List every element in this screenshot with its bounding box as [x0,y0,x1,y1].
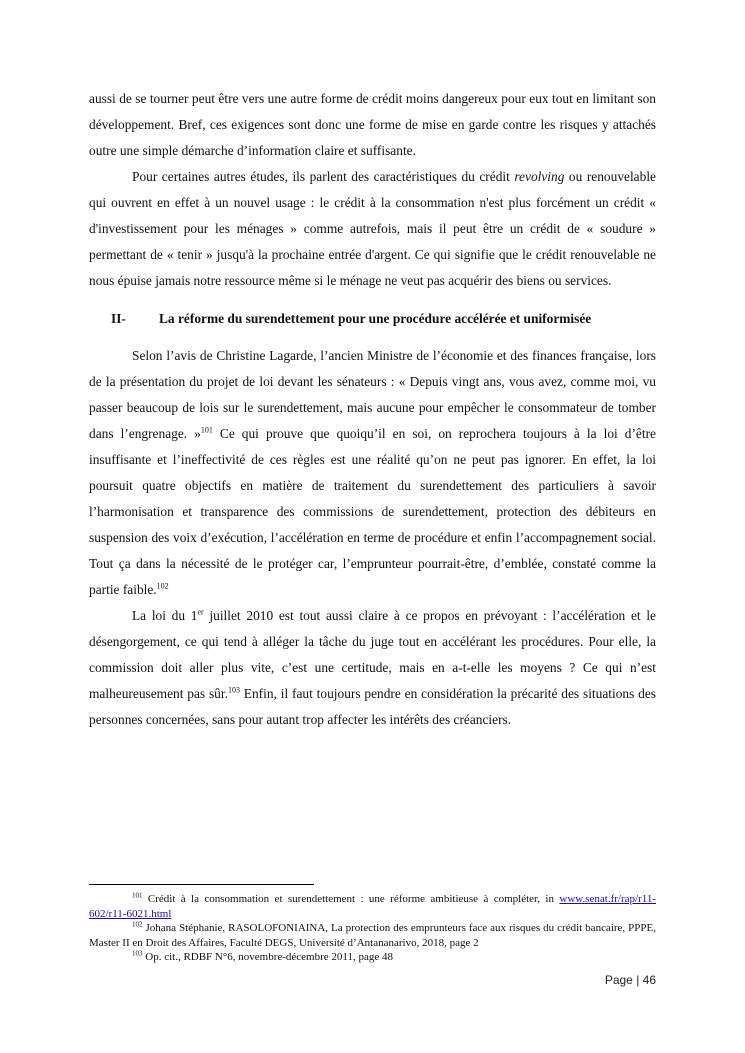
section-number: II- [111,311,126,326]
paragraph-3-text-a: Selon l’avis de Christine Lagarde, l’ancien Ministre de l’économie et des finances française, lors de la présentation du projet de loi devant les sénateurs : « Depuis vingt ans, vous avez, comme moi, vu passer beaucoup de lois sur le surendettement, mais aucune pour empêcher le consommateur de tomber dans l’engrenage. » [89,348,656,441]
footnote-ref-101[interactable]: 101 [200,425,213,435]
section-heading [89,309,656,329]
paragraph-1-text: aussi de se tourner peut être vers une autre forme de crédit moins dangereux pour eux tout en limitant son développement. Bref, ces exigences sont donc une forme de mise en garde contre les risques y attachés outre une simple démarche d’information claire et suffisante. [89,91,656,158]
footnote-103 [89,950,656,965]
body-text [89,86,656,733]
paragraph-1 [89,86,656,164]
paragraph-2-text-a: Pour certaines autres études, ils parlent des caractéristiques du crédit [132,169,515,184]
footnote-number-101: 101 [132,891,143,900]
footnote-separator [89,884,314,885]
ordinal-superscript: er [197,607,204,617]
footnote-number-102: 102 [132,920,143,929]
footnote-103-text: Op. cit., RDBF N°6, novembre-décembre 2011, page 48 [142,951,394,964]
footnote-102 [89,921,656,950]
footnotes [89,892,656,965]
emphasis-revolving: revolving [514,169,565,184]
paragraph-4 [89,603,656,733]
section-title: La réforme du surendettement pour une procédure accélérée et uniformisée [159,311,592,326]
footnote-ref-103[interactable]: 103 [227,685,240,695]
footnote-102-text: Johana Stéphanie, RASOLOFONIAINA, La protection des emprunteurs face aux risques du crédit bancaire, PPPE, Master II en Droit des Affaires, Faculté DEGS, Université d’Antananarivo, 2018, page 2 [89,922,656,949]
footnote-101-text: Crédit à la consommation et surendettement : une réforme ambitieuse à compléter, in [142,893,560,905]
paragraph-2 [89,164,656,294]
footnote-101 [89,892,656,921]
paragraph-2-text-b: ou renouvelable qui ouvrent en effet à un nouvel usage : le crédit à la consommation n'est plus forcément un crédit « d'investissement pour les ménages » comme autrefois, mais il peut être un crédit de « soudure » permettant de « tenir » jusqu'à la prochaine entrée d'argent. Ce qui signifie que le crédit renouvelable ne nous épuise jamais notre ressource même si le ménage ne veut pas acquérir des biens ou services. [89,169,656,288]
footnote-number-103: 103 [132,949,143,958]
paragraph-4-text-b: juillet 2010 est tout aussi claire à ce propos en prévoyant : l’accélération et le désengorgement, ce qui tend à alléger la tâche du juge tout en accélérant les procédures. Pour elle, la commission doit aller plus vite, c’est une certitude, mais en a-t-elle les moyens ? Ce qui n’est malheureusement pas sûr. [89,608,656,701]
paragraph-3 [89,343,656,603]
paragraph-4-text-a: La loi du 1 [132,608,198,623]
paragraph-3-text-b: Ce qui prouve que quoiqu’il en soi, on reprochera toujours à la loi d’être insuffisante et l’ineffectivité de ces règles est une réalité qu’on ne peut pas ignorer. En effet, la loi poursuit quatre objectifs en matière de traitement du surendettement des particuliers à savoir l’harmonisation et transparence des commissions de surendettement, protection des débiteurs en suspension des voix d’exécution, l’accélération en terme de procédure et enfin l’accompagnement social. Tout ça dans la nécessité de le protéger car, l’emprunteur pourrait-être, d’emblée, constaté comme la partie faible. [89,426,656,597]
footnote-ref-102[interactable]: 102 [156,581,169,591]
page-number: Page | 46 [604,973,656,987]
footnote-101-link[interactable]: www.senat.fr/rap/r11-602/r11-6021.html [89,893,656,920]
paragraph-4-text-c: Enfin, il faut toujours pendre en considération la précarité des situations des personnes concernées, sans pour autant trop affecter les intérêts des créanciers. [89,686,656,727]
